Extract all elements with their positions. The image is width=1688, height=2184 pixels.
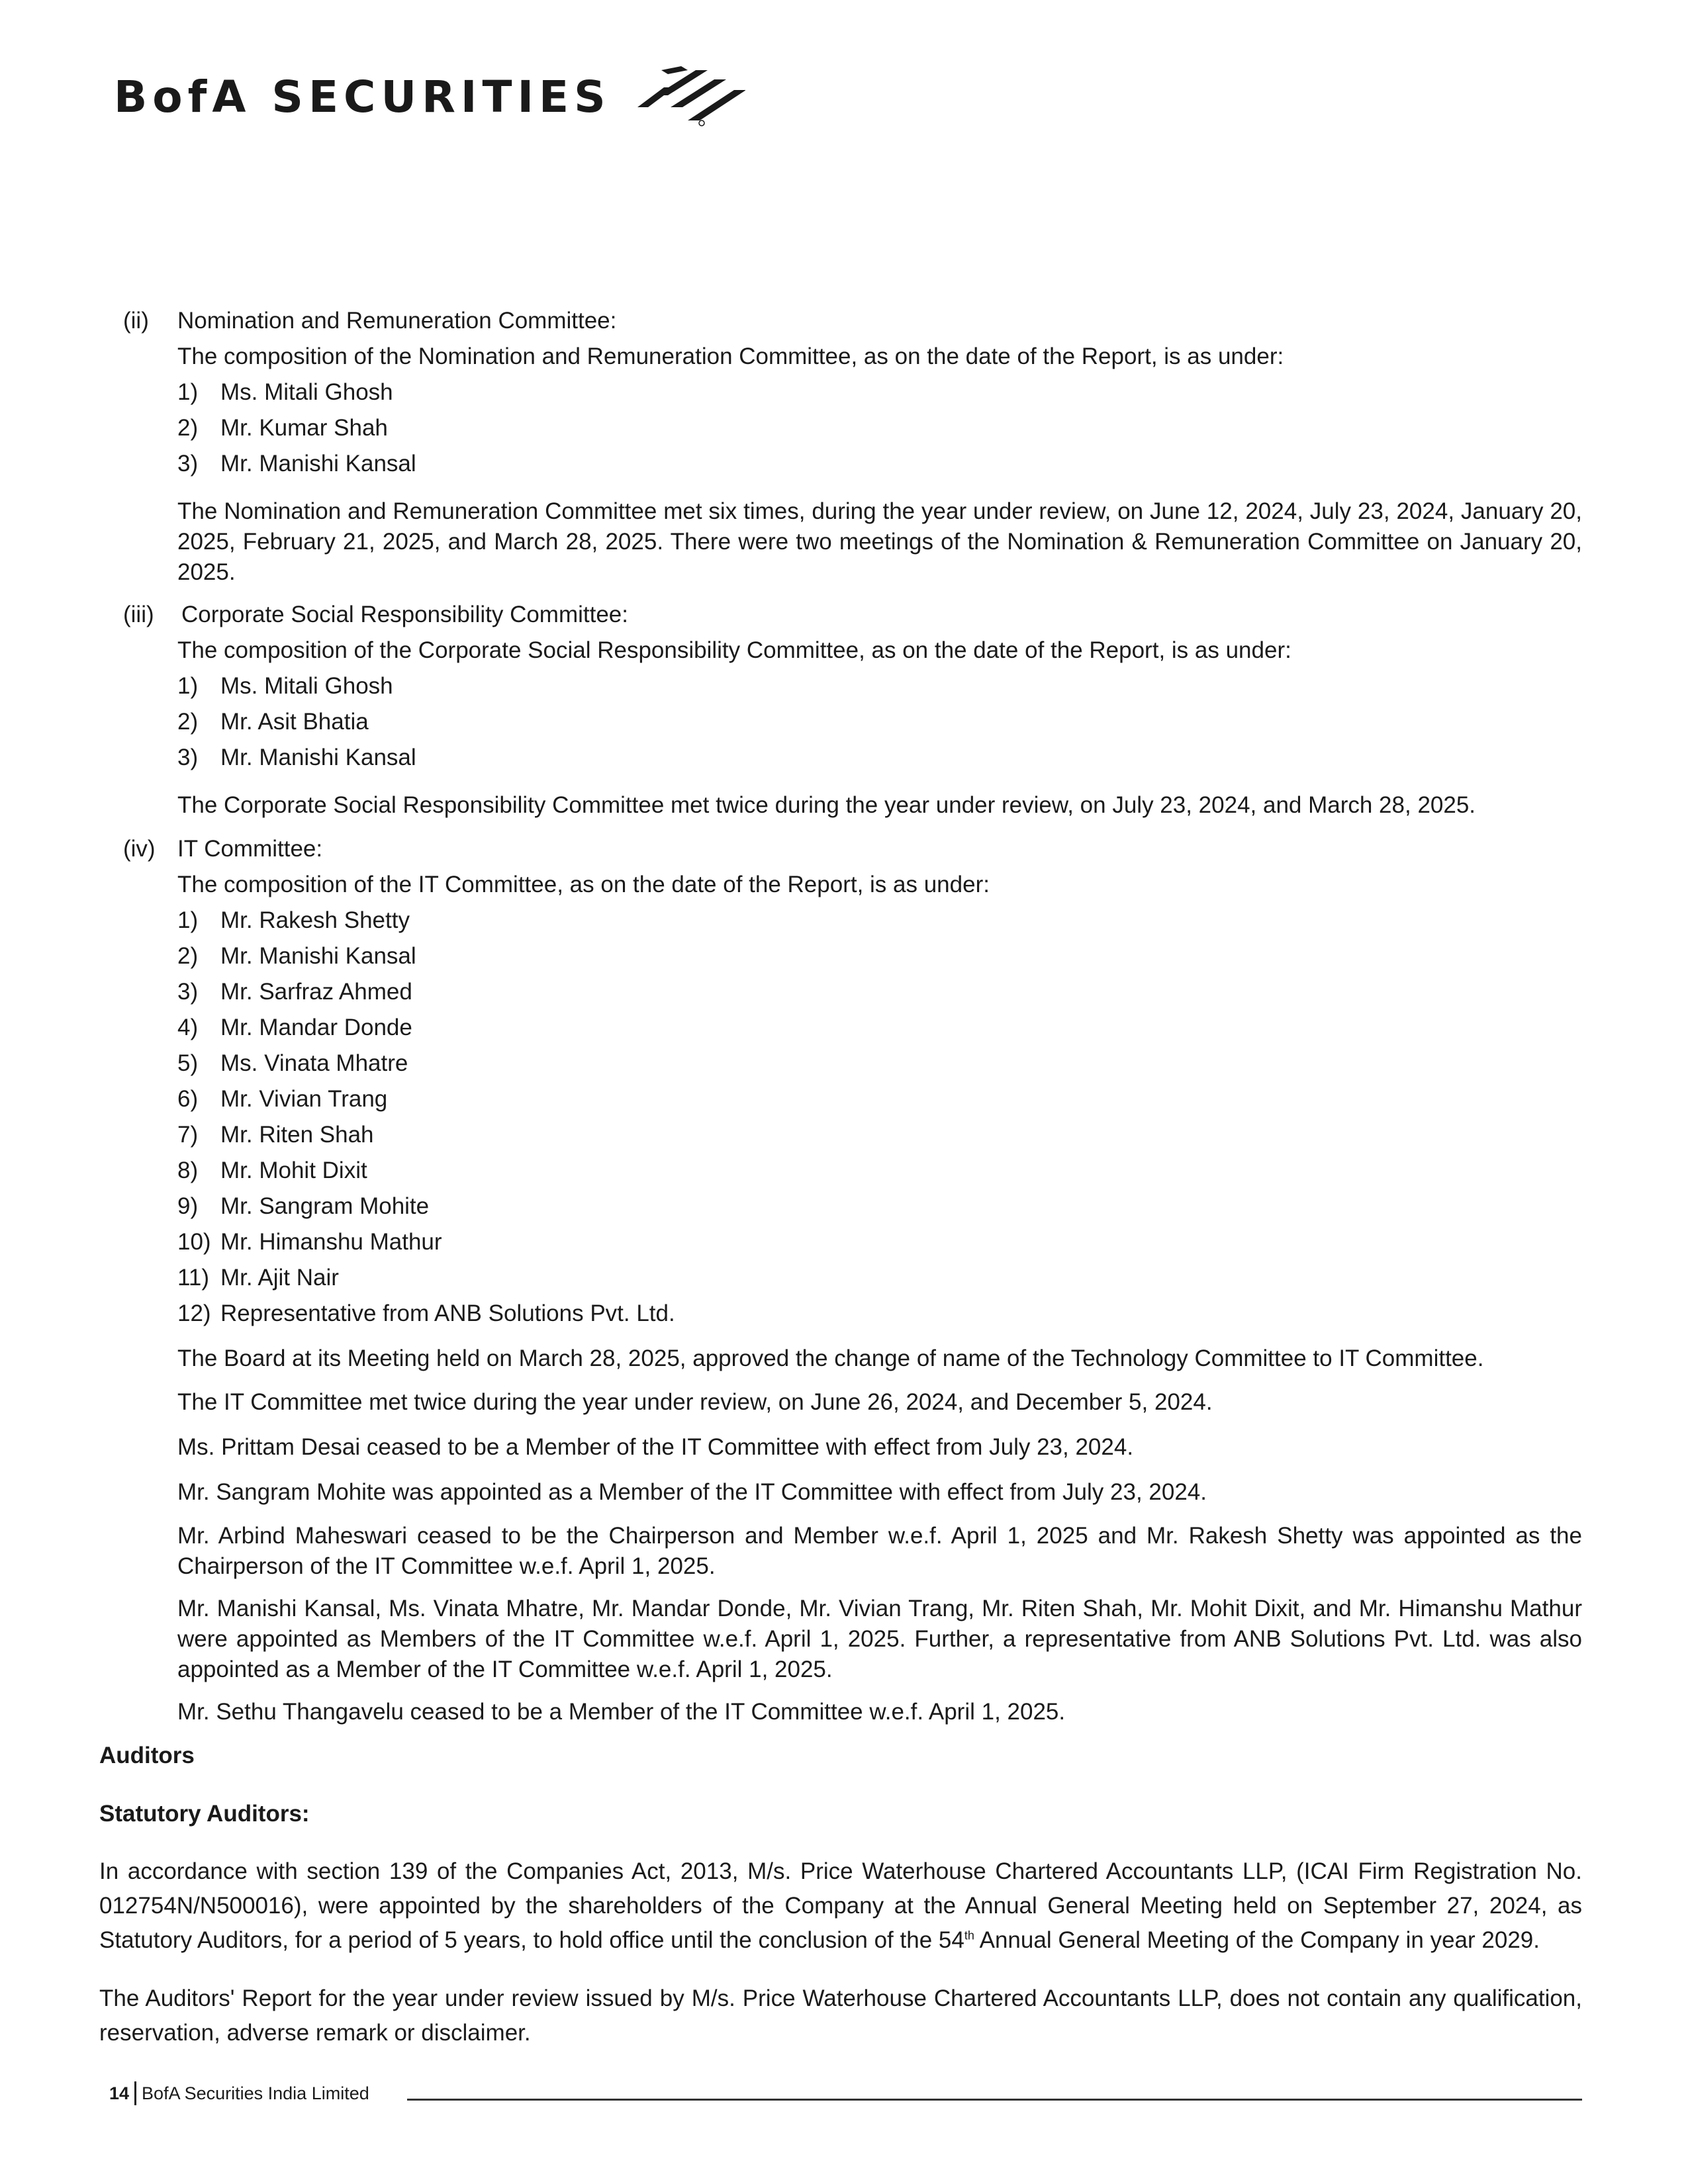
list-number: 5) [177,1050,199,1076]
footer-divider [134,2081,136,2105]
list-item: Mr. Mandar Donde [220,1015,412,1040]
it-note: Mr. Arbind Maheswari ceased to be the Chairperson and Member w.e.f. April 1, 2025 and Mr. Rakesh Shetty was appointed as the Chairperson of the IT Committee w.e.f. April 1, 2025. [177,1523,1582,1579]
list-item: Mr. Manishi Kansal [220,943,416,969]
list-item: Mr. Riten Shah [220,1122,374,1148]
ordinal-suffix: th [964,1929,974,1942]
it-note: Mr. Sethu Thangavelu ceased to be a Member of the IT Committee w.e.f. April 1, 2025. [177,1699,1066,1725]
list-item: Mr. Asit Bhatia [220,709,369,735]
section-intro-nrc: The composition of the Nomination and Remuneration Committee, as on the date of the Report, is as under: [177,343,1284,369]
section-meetings-csr: The Corporate Social Responsibility Committee met twice during the year under review, on July 23, 2024, and March 28, 2025. [177,792,1476,818]
list-item: Mr. Sangram Mohite [220,1193,430,1219]
list-item: Mr. Vivian Trang [220,1086,388,1112]
list-number: 7) [177,1122,199,1148]
statutory-auditors-subheading: Statutory Auditors: [99,1801,310,1827]
auditors-appointment-paragraph: In accordance with section 139 of the Companies Act, 2013, M/s. Price Waterhouse Chartered Accountants LLP, (ICAI Firm Registration No. 012754N/N500016), were appointed by the shareholders of the Company at the Annual General Meeting held on September 27, 2024, as Statutory Auditors, for a period of 5 years, to hold office until the conclusion of the 54th Annual General Meeting of the Company in year 2029. [99,1858,1582,1953]
section-title-csr: Corporate Social Responsibility Committee: [181,602,628,627]
list-number: 1) [177,907,199,933]
footer-company: BofA Securities India Limited [142,2083,369,2103]
list-item: Mr. Rakesh Shetty [220,907,410,933]
section-intro-csr: The composition of the Corporate Social Responsibility Committee, as on the date of the Report, is as under: [177,637,1291,663]
list-item: Ms. Mitali Ghosh [220,379,393,405]
list-item: Mr. Mohit Dixit [220,1158,367,1183]
list-item: Mr. Himanshu Mathur [220,1229,442,1255]
list-number: 9) [177,1193,199,1219]
list-number: 2) [177,943,199,969]
list-item: Mr. Sarfraz Ahmed [220,979,412,1005]
it-note: Mr. Manishi Kansal, Ms. Vinata Mhatre, Mr. Mandar Donde, Mr. Vivian Trang, Mr. Riten Shah, Mr. Mohit Dixit, and Mr. Himanshu Mathur were appointed as Members of the IT Committee w.e.f. April 1, 2025. Further, a representative from ANB Solutions Pvt. Ltd. was also appointed as a Member of the IT Committee w.e.f. April 1, 2025. [177,1596,1582,1682]
list-item: Mr. Manishi Kansal [220,745,416,770]
page-footer [109,2081,369,2105]
brand-name: BofA SECURITIES [114,71,611,122]
auditors-heading: Auditors [99,1743,195,1768]
section-label-csr: (iii) [123,602,154,627]
list-number: 11) [177,1265,209,1291]
brand-logo [114,66,745,127]
it-note: Ms. Prittam Desai ceased to be a Member of the IT Committee with effect from July 23, 2024. [177,1434,1134,1460]
list-item: Representative from ANB Solutions Pvt. Ltd. [220,1300,675,1326]
section-title-nrc: Nomination and Remuneration Committee: [177,308,617,334]
section-intro-it: The composition of the IT Committee, as on the date of the Report, is as under: [177,872,990,897]
section-label-it: (iv) [123,836,156,862]
auditors-report-paragraph: The Auditors' Report for the year under review issued by M/s. Price Waterhouse Chartered Accountants LLP, does not contain any qualification, reservation, adverse remark or disclaimer. [99,1985,1582,2046]
flag-stripes-icon [630,61,745,127]
list-number: 12) [177,1300,211,1326]
it-note: The IT Committee met twice during the year under review, on June 26, 2024, and December 5, 2024. [177,1389,1213,1415]
list-number: 3) [177,979,199,1005]
list-item: Ms. Mitali Ghosh [220,673,393,699]
list-number: 3) [177,451,199,477]
it-note: Mr. Sangram Mohite was appointed as a Member of the IT Committee with effect from July 23, 2024. [177,1479,1207,1505]
list-number: 1) [177,379,199,405]
list-number: 8) [177,1158,199,1183]
list-number: 3) [177,745,199,770]
section-meetings-nrc: The Nomination and Remuneration Committee met six times, during the year under review, on June 12, 2024, July 23, 2024, January 20, 2025, February 21, 2025, and March 28, 2025. There were two meetings of the Nomination & Remuneration Committee on January 20, 2025. [177,498,1582,585]
list-item: Mr. Kumar Shah [220,415,388,441]
list-number: 2) [177,709,199,735]
list-item: Mr. Manishi Kansal [220,451,416,477]
list-number: 6) [177,1086,199,1112]
list-number: 10) [177,1229,211,1255]
list-number: 2) [177,415,199,441]
list-number: 4) [177,1015,199,1040]
section-title-it: IT Committee: [177,836,323,862]
list-item: Ms. Vinata Mhatre [220,1050,408,1076]
page-number: 14 [109,2083,130,2103]
list-number: 1) [177,673,199,699]
footer-rule [407,2099,1582,2101]
list-item: Mr. Ajit Nair [220,1265,339,1291]
section-label-nrc: (ii) [123,308,149,334]
it-note: The Board at its Meeting held on March 28, 2025, approved the change of name of the Technology Committee to IT Committee. [177,1345,1484,1371]
